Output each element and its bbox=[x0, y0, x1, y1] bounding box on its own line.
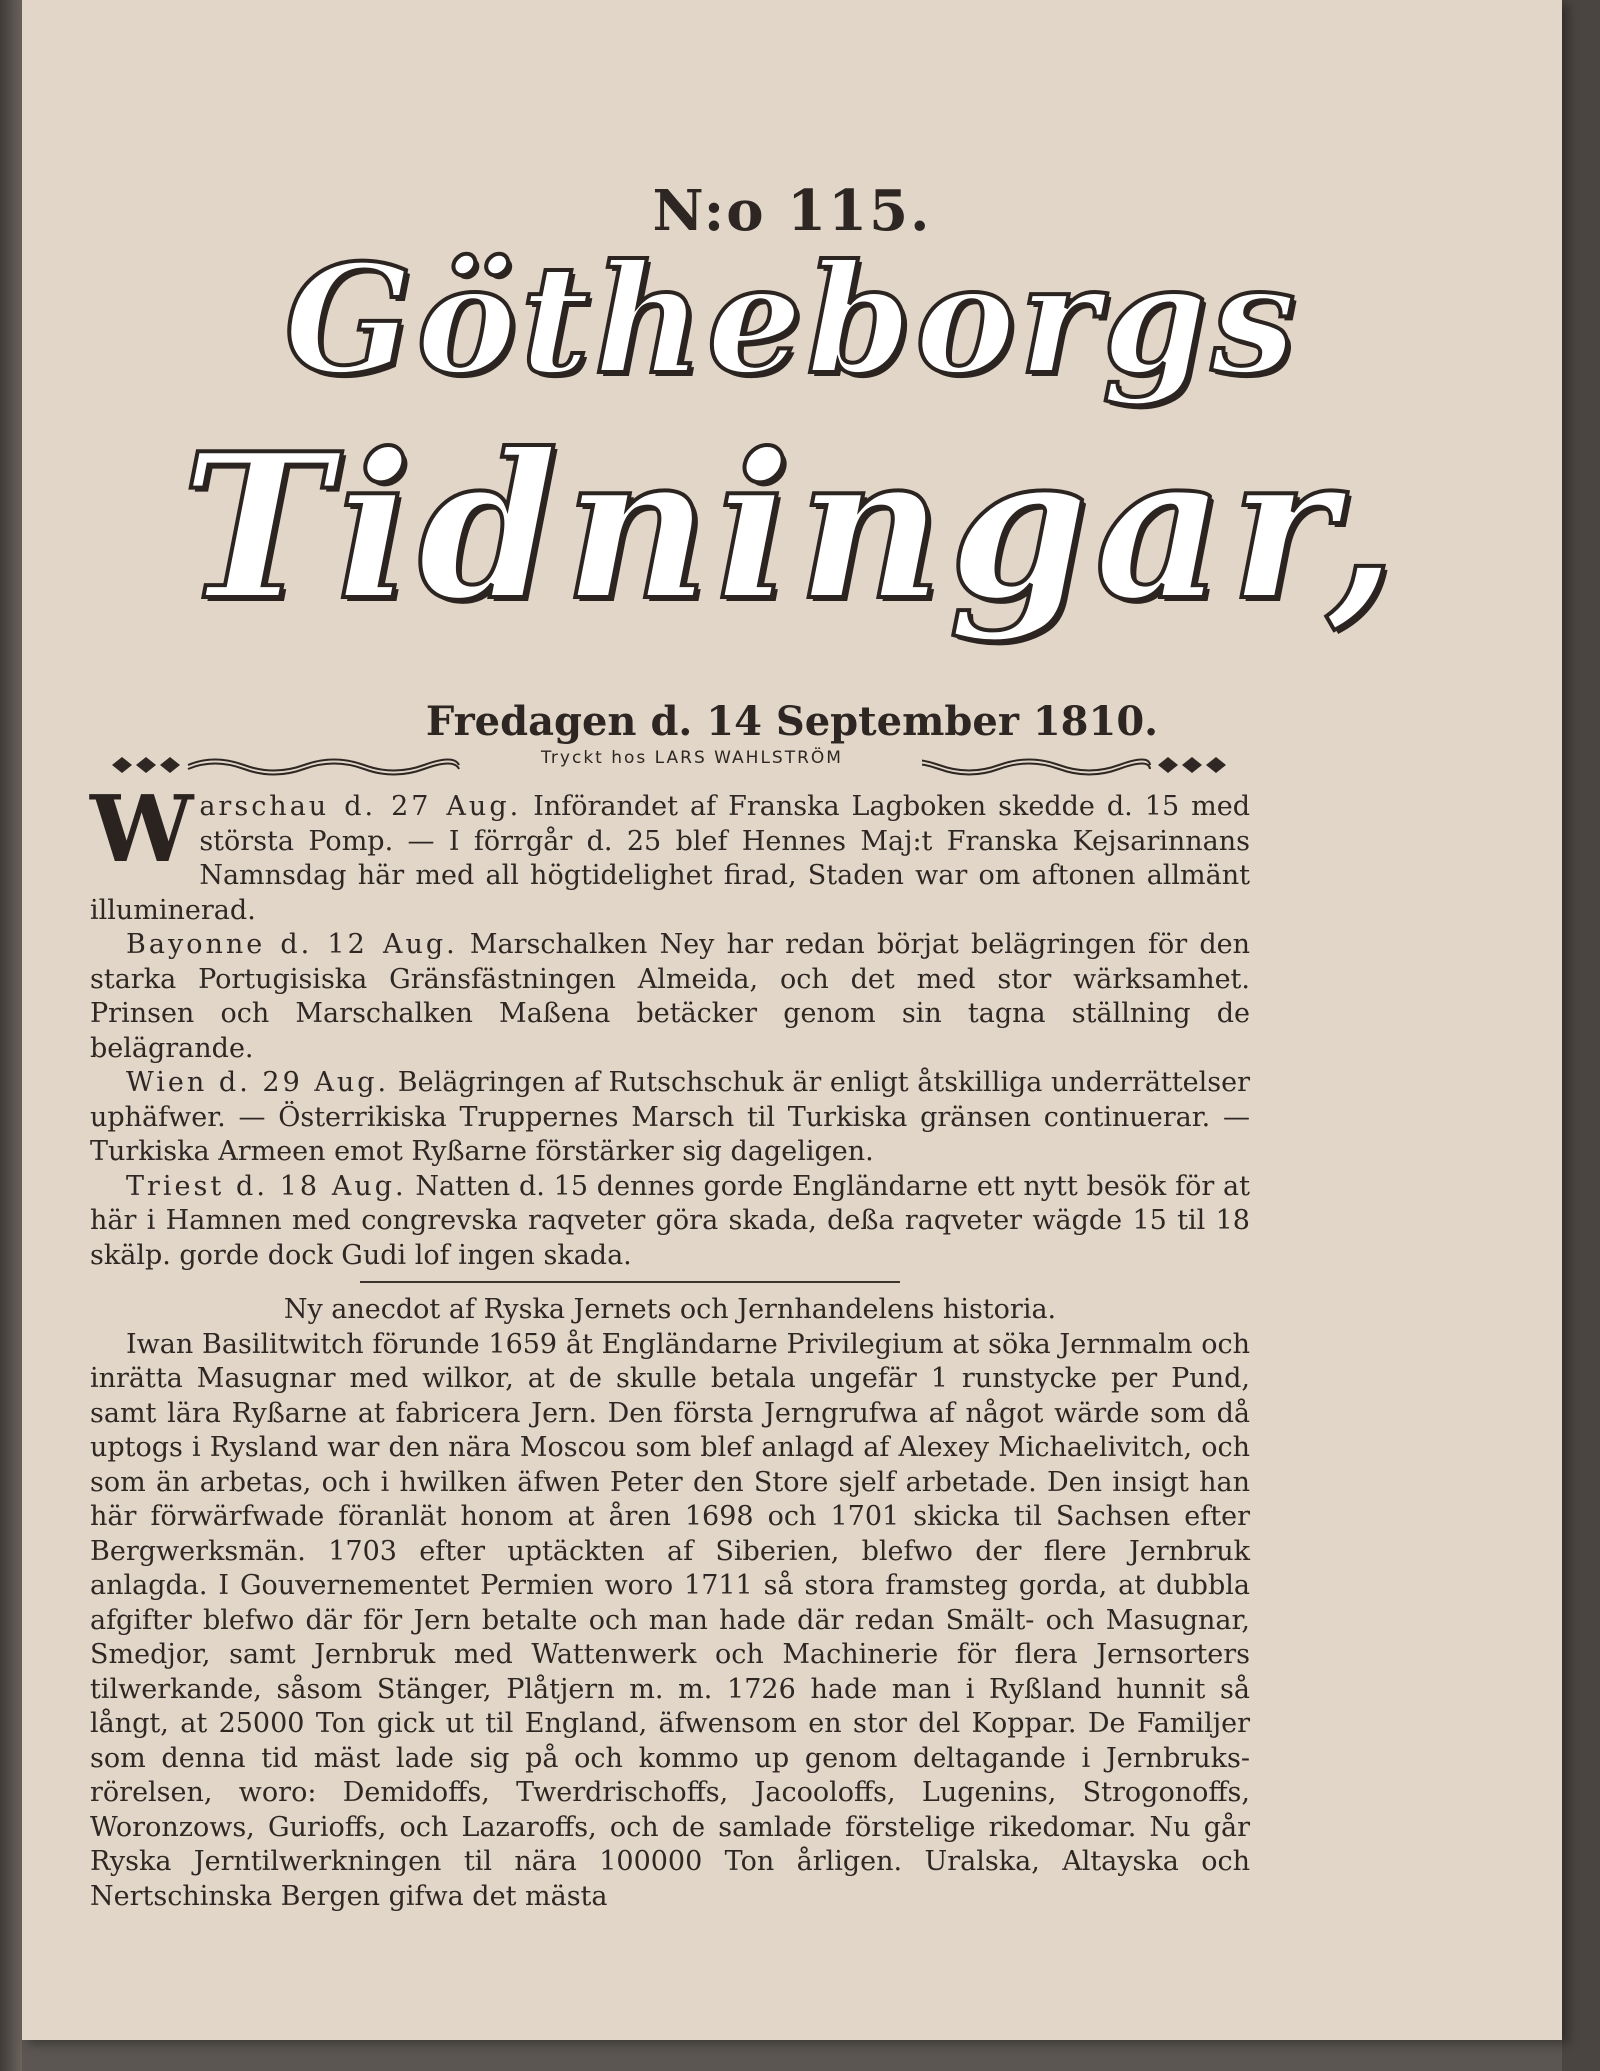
masthead bbox=[22, 0, 1562, 768]
article-place-date: Bayonne d. 12 Aug. bbox=[126, 929, 458, 960]
article-text: Införandet af Franska Lagboken skedde d. 15 med största Pomp. — I förrgår d. 25 blef Hennes Maj:t Franska Kejsarinnans Namnsdag här med all högtidelighet firad, Staden war om aftonen allmänt illuminerad. bbox=[90, 791, 1250, 926]
article-place-date: Wien d. 29 Aug. bbox=[126, 1067, 390, 1098]
article-column bbox=[90, 775, 1250, 1914]
article-text: Marschalken Ney har redan börjat belägringen för den starka Portugisiska Gränsfästningen Almeida, och det med stor wärksamhet. Prinsen och Marschalken Maßena betäcker genom sin tagna ställning de belägrande. bbox=[90, 929, 1250, 1064]
issue-dateline: Fredagen d. 14 September 1810. bbox=[425, 698, 1159, 745]
scan-right-margin bbox=[1562, 0, 1600, 2071]
article-warschau bbox=[90, 775, 1250, 928]
article-wien bbox=[90, 1066, 1250, 1170]
feature-heading: Ny anecdot af Ryska Jernets och Jernhandelens historia. bbox=[283, 1294, 1057, 1325]
dropcap: W bbox=[90, 775, 194, 883]
article-bayonne bbox=[90, 928, 1250, 1066]
printer-imprint: Tryckt hos LARS WAHLSTRÖM bbox=[462, 748, 922, 772]
newspaper-page bbox=[22, 0, 1562, 2040]
masthead-title-line2: Tidningar, bbox=[181, 410, 1403, 645]
article-text: Belägringen af Rutschschuk är enligt åtskilliga underrättelser uphäfwer. — Österrikiska Truppernes Marsch til Turkiska gränsen continuerar. — Turkiska Armeen emot Ryßarne förstärker sig dageligen. bbox=[90, 1067, 1250, 1167]
scan-binding-edge bbox=[0, 0, 22, 2071]
masthead-title-line1: Götheborgs bbox=[284, 232, 1300, 408]
article-place-date: Triest d. 18 Aug. bbox=[126, 1170, 407, 1202]
section-divider bbox=[360, 1281, 900, 1283]
article-triest bbox=[90, 1170, 1250, 1274]
feature-body: Iwan Basilitwitch förunde 1659 åt Engländarne Privilegium at söka Jernmalm och inrätta Masugnar med wilkor, at de skulle betala ungefär 1 runstycke per Pund, samt lära Ryßarne at fabricera Jern. Den första Jerngrufwa af något wärde som då uptogs i Rysland war den nära Moscou som blef anlagd af Alexey Michaelivitch, och som än arbetas, och i hwilken äfwen Peter den Store sjelf arbetade. Den insigt han här förwärfwade föranlät honom at åren 1698 och 1701 skicka til Sachsen efter Bergwerksmän. 1703 efter uptäckten af Siberien, blefwo der flere Jernbruk anlagda. I Gouvernementet Permien woro 1711 så stora framsteg gorda, at dubbla afgifter blefwo där för Jern betalte och man hade där redan Smält- och Masugnar, Smedjor, samt Jernbruk med Wattenwerk och Machinerie för flera Jernsorters tilwerkande, såsom Stänger, Plåtjern m. m. 1726 hade man i Ryßland hunnit så långt, at 25000 Ton gick ut til England, äfwensom en stor del Koppar. De Familjer som denna tid mäst lade sig på och kommo up genom deltagande i Jernbruks-rörelsen, woro: Demidoffs, Twerdrischoffs, Jacooloffs, Lugenins, Strogonoffs, Woronzows, Gurioffs, och Lazaroffs, och de samlade förstelige rikedomar. Nu går Ryska Jerntilwerkningen til nära 100000 Ton årligen. Uralska, Altayska och Nertschinska Bergen gifwa det mästa bbox=[90, 1328, 1250, 1912]
article-place-date: arschau d. 27 Aug. bbox=[199, 791, 522, 822]
issue-number: N:o 115. bbox=[652, 178, 932, 244]
article-text: Natten d. 15 dennes gorde Engländarne ett nytt besök för at här i Hamnen med congrevska raqveter göra skada, deßa raqveter wägde 15 til 18 skälp. gorde dock Gudi lof ingen skada. bbox=[90, 1170, 1250, 1271]
